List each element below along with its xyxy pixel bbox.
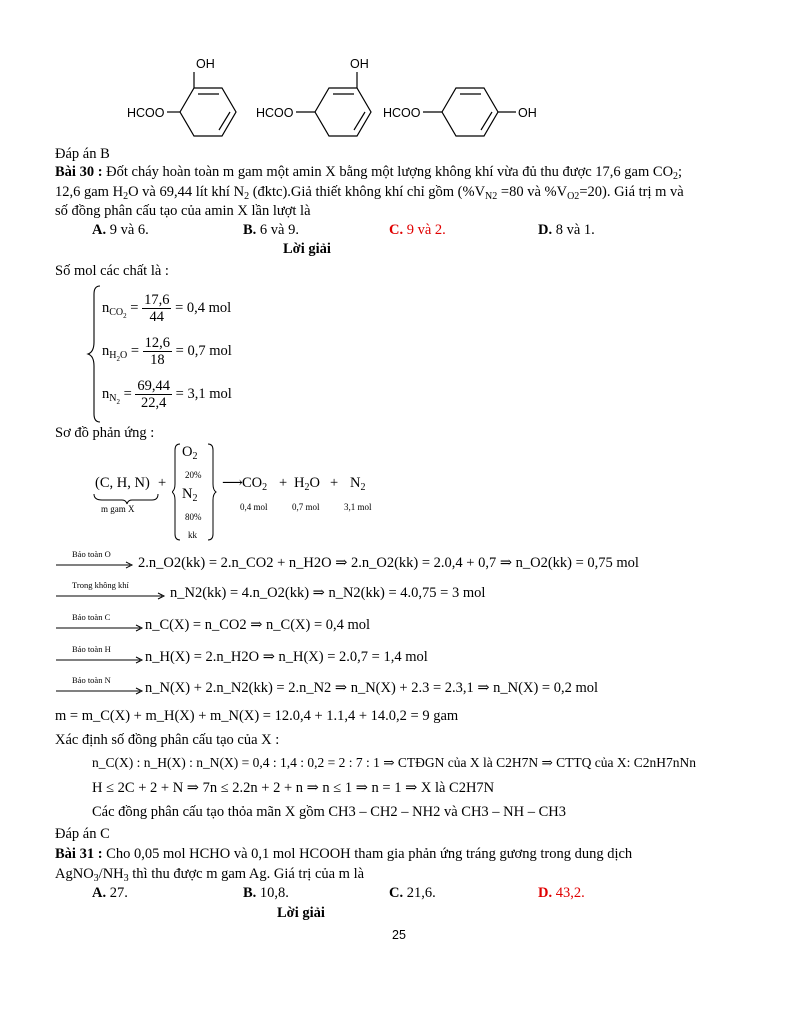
- hydroxyl-label: OH: [350, 57, 369, 71]
- option-a-31: A. 27.: [92, 885, 128, 901]
- product-h2o: $H_2O$: [294, 475, 320, 493]
- arrow: [56, 656, 146, 664]
- option-c-31: C. 21,6.: [389, 885, 436, 901]
- hydroxyl-label: OH: [196, 57, 215, 71]
- n2-percent: 80%: [185, 512, 202, 522]
- moles-intro: Số mol các chất là :: [55, 263, 169, 279]
- scheme-o2: $O_2$: [182, 444, 198, 462]
- option-a: A. 9 và 6.: [92, 222, 149, 238]
- question-30-line-1: Bài 30 : Đốt cháy hoàn toàn m gam một amin X bằng một lượng không khí vừa đủ thu được 17,6 gam $CO_2$;: [55, 164, 683, 182]
- arrow: [56, 561, 136, 569]
- scheme-intro: Sơ đồ phản ứng :: [55, 425, 155, 441]
- product-co2-sub: 0,4 mol: [240, 502, 268, 512]
- product-co2: $CO_2$: [242, 475, 268, 493]
- frac-den: 18: [150, 352, 165, 368]
- meta-hydroxyphenyl-formate-structure: [256, 57, 371, 136]
- hydroxyl-label: OH: [518, 106, 537, 120]
- option-b-31: B. 10,8.: [243, 885, 289, 901]
- question-30-text-2b: O và 69,44 lít khí N: [128, 184, 245, 200]
- frac-num: 17,6: [144, 292, 170, 308]
- step-equation: n_C(X) = n_CO2 ⇒ n_C(X) = 0,4 mol: [145, 617, 371, 633]
- step-equation: n_H(X) = 2.n_H2O ⇒ n_H(X) = 2.0,7 = 1,4 mol: [145, 649, 428, 665]
- inequality-line: H ≤ 2C + 2 + N ⇒ 7n ≤ 2.2n + 2 + n ⇒ n ≤ 1 ⇒ n = 1 ⇒ X là C2H7N: [92, 780, 495, 796]
- step-equation: 2.n_O2(kk) = 2.n_CO2 + n_H2O ⇒ 2.n_O2(kk) = 2.0,4 + 0,7 ⇒ n_O2(kk) = 0,75 mol: [138, 555, 639, 571]
- product-h2o-sub: 0,7 mol: [292, 502, 320, 512]
- air-label: kk: [188, 530, 197, 540]
- step-equation: n_N(X) + 2.n_N2(kk) = 2.n_N2 ⇒ n_N(X) + 2.3 = 2.3,1 ⇒ n_N(X) = 0,2 mol: [145, 680, 599, 696]
- plus-sign: +: [158, 475, 167, 491]
- solution-title-31: Lời giải: [277, 905, 325, 921]
- answer-29: Đáp án B: [55, 146, 110, 162]
- question-31-number: Bài 31 :: [55, 846, 103, 862]
- option-b: B. 6 và 9.: [243, 222, 299, 238]
- arrow: [56, 687, 146, 695]
- phenol-ester-structures: [0, 0, 800, 140]
- frac-num: 12,6: [144, 335, 171, 351]
- arrow: [56, 624, 146, 632]
- mole-n2: $n_{N_2}$ = $\frac{69,44}{22,4}$ = 3,1 mol: [102, 378, 232, 411]
- para-hydroxyphenyl-formate-structure: [383, 88, 537, 136]
- product-n2: $N_2$: [350, 475, 366, 493]
- step-equation: n_N2(kk) = 4.n_O2(kk) ⇒ n_N2(kk) = 4.0,75 = 3 mol: [170, 585, 486, 601]
- step-label: Bảo toàn O: [72, 549, 111, 559]
- formate-label: HCOO: [383, 106, 421, 120]
- plus-sign: +: [330, 475, 339, 491]
- ratio-line: n_C(X) : n_H(X) : n_N(X) = 0,4 : 1,4 : 0,2 = 2 : 7 : 1 ⇒ CTĐGN của X là C2H7N ⇒ CTTQ của X: C2nH7nNn: [92, 755, 697, 770]
- step-label: Trong không khí: [72, 580, 129, 590]
- solution-title-30: Lời giải: [283, 241, 331, 257]
- formate-label: HCOO: [127, 106, 165, 120]
- question-30-text-2c: (đktc).Giả thiết không khí chỉ gồm (%V: [249, 184, 486, 200]
- step-label: Bảo toàn H: [72, 644, 111, 654]
- product-n2-sub: 3,1 mol: [344, 502, 372, 512]
- frac-den: 44: [149, 309, 165, 325]
- question-30-text-2a: 12,6 gam H: [55, 184, 124, 200]
- isomers-line: Các đồng phân cấu tạo thỏa mãn X gồm CH3 – CH2 – NH2 và CH3 – NH – CH3: [92, 804, 567, 820]
- reaction-arrow: ⟶: [222, 475, 243, 491]
- formate-label: HCOO: [256, 106, 294, 120]
- question-30-text-2d: =80 và %V: [497, 184, 568, 200]
- question-31-text-1: Cho 0,05 mol HCHO và 0,1 mol HCOOH tham gia phản ứng tráng gương trong dung dịch: [106, 846, 633, 862]
- ortho-hydroxyphenyl-formate-structure: [127, 57, 236, 136]
- reaction-scheme: [0, 440, 800, 545]
- question-31-line-1: [55, 845, 632, 863]
- option-d-31-correct: D. 43,2.: [538, 885, 585, 901]
- isomer-intro: Xác định số đồng phân cấu tạo của X :: [55, 732, 280, 748]
- option-d: D. 8 và 1.: [538, 222, 595, 238]
- question-30-text-1: Đốt cháy hoàn toàn m gam một amin X bằng một lượng không khí vừa đủ thu được 17,6 gam CO: [106, 164, 674, 180]
- plus-sign: +: [279, 475, 288, 491]
- frac-den: 22,4: [141, 395, 167, 411]
- answer-30: Đáp án C: [55, 826, 110, 842]
- question-30-text-2e: =20). Giá trị m và: [579, 184, 684, 200]
- question-30-line-3: số đồng phân cấu tạo của amin X lần lượt là: [55, 203, 311, 219]
- question-30-number: Bài 30 :: [55, 164, 103, 180]
- arrow: [56, 592, 168, 600]
- scheme-reactant-sub: m gam X: [101, 504, 135, 514]
- question-31-line-2: $AgNO_3/NH_3$ thì thu được m gam Ag. Giá trị của m là: [55, 866, 365, 884]
- step-label: Bảo toàn C: [72, 612, 111, 622]
- mole-co2: $n_{CO_2}$ = $\frac{17,6}{44}$ = 0,4 mol: [102, 292, 232, 325]
- step-label: Bảo toàn N: [72, 675, 111, 685]
- page-number: 25: [392, 928, 406, 942]
- mole-h2o: $n_{H_2O}$ = $\frac{12,6}{18}$ = 0,7 mol: [102, 335, 232, 368]
- scheme-reactant: (C, H, N): [95, 475, 150, 491]
- question-30-line-2: 12,6 gam $H_2O$ và 69,44 lít khí $N_2$ (đktc).Giả thiết không khí chỉ gồm ($\%V_{N2} =80$ và $\%V_{O2}=20$). Giá trị m và: [55, 184, 684, 202]
- frac-num: 69,44: [137, 378, 171, 394]
- o2-percent: 20%: [185, 470, 202, 480]
- option-c-correct: C. 9 và 2.: [389, 222, 446, 238]
- mass-line: m = m_C(X) + m_H(X) + m_N(X) = 12.0,4 + 1.1,4 + 14.0,2 = 9 gam: [55, 708, 459, 724]
- scheme-n2: $N_2$: [182, 486, 198, 504]
